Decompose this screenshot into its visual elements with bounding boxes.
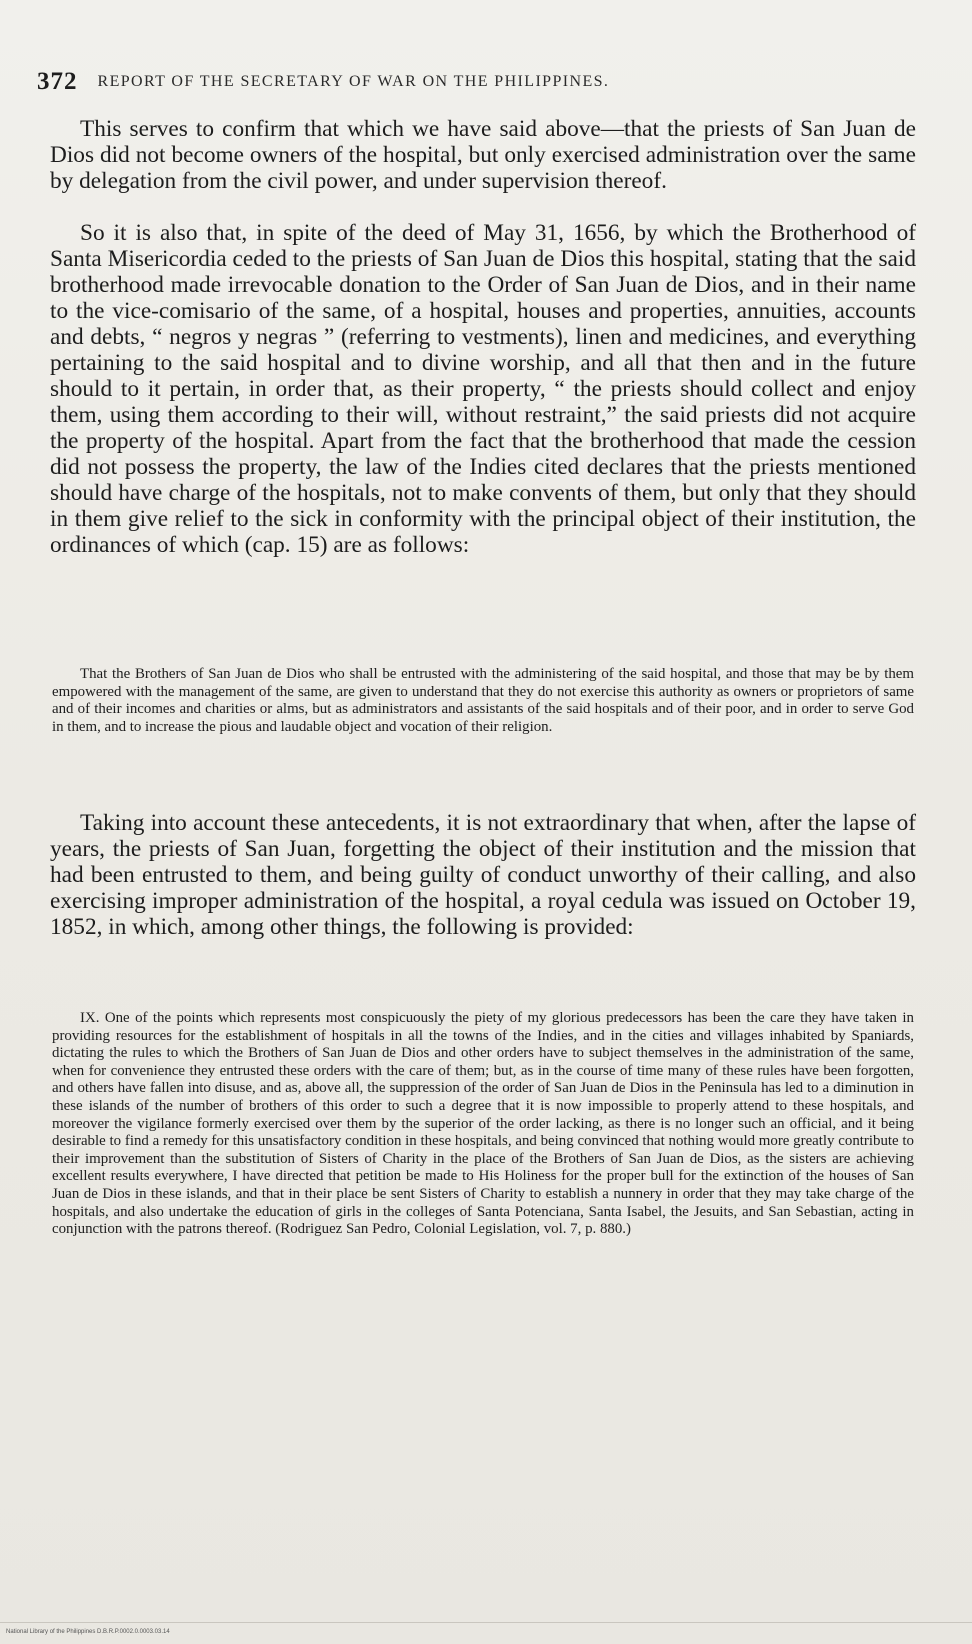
paragraph-3-block xyxy=(50,810,916,940)
paragraph-3: Taking into account these antecedents, it is not extraordinary that when, after the lapse of years, the priests of San Juan, forgetting the object of their institution and the mission that had been entrusted to them, and being guilty of conduct unworthy of their calling, and also exercising improper administration of the hospital, a royal cedula was issued on October 19, 1852, in which, among other things, the following is provided: xyxy=(50,810,916,940)
paragraph-1-block xyxy=(50,116,916,194)
block-quote-1-text: That the Brothers of San Juan de Dios who shall be entrusted with the administering of the said hospital, and those that may be by them empowered with the management of the same, are given to understand that they do not exercise this authority as owners or proprietors of same and of their incomes and charities or alms, but as administrators and assistants of the said hospitals and of their poor, and in order to serve God in them, and to increase the pious and laudable object and vocation of their religion. xyxy=(52,666,914,735)
running-head: REPORT OF THE SECRETARY OF WAR ON THE PHILIPPINES. xyxy=(97,73,610,90)
page-number: 372 xyxy=(37,68,78,95)
paragraph-1: This serves to confirm that which we have said above—that the priests of San Juan de Dios did not become owners of the hospital, but only exercised administration over the same by delegation from the civil power, and under supervision thereof. xyxy=(50,116,916,194)
footer-divider xyxy=(0,1622,972,1623)
footer-stamp: National Library of the Philippines D.B.R.P.0002.0.0003.03.14 xyxy=(6,1629,170,1635)
paragraph-2-block xyxy=(50,220,916,558)
block-quote-2-text: IX. One of the points which represents most conspicuously the piety of my glorious predecessors has been the care they have taken in providing resources for the establishment of hospitals in all the towns of the Indies, and in the cities and villages inhabited by Spaniards, dictating the rules to which the Brothers of San Juan de Dios and other orders have to subject themselves in the administration of the same, when for convenience they entrusted these orders with the care of them; but, as in the course of time many of these rules have been forgotten, and others have fallen into disuse, and as, above all, the suppression of the order of San Juan de Dios in the Peninsula has led to a diminution in these islands of the number of brothers of this order to such a degree that it is now impossible to properly attend to these hospitals, and moreover the vigilance formerly exercised over them by the superior of the order lacking, as there is no longer such an official, and it being desirable to find a remedy for this unsatisfactory condition in these hospitals, and being convinced that nothing would more greatly contribute to their improvement than the substitution of Sisters of Charity in the place of the Brothers of San Juan de Dios, as the sisters are achieving excellent results everywhere, I have directed that petition be made to His Holiness for the proper bull for the extinction of the houses of San Juan de Dios in these islands, and that in their place be sent Sisters of Charity to establish a nunnery in order that they may take charge of the hospitals, and also undertake the education of girls in the colleges of Santa Potenciana, Santa Isabel, the Jesuits, and San Sebastian, acting in conjunction with the patrons thereof. (Rodriguez San Pedro, Colonial Legislation, vol. 7, p. 880.) xyxy=(52,1010,914,1238)
page-header xyxy=(37,68,937,98)
block-quote-2 xyxy=(52,1010,914,1239)
paragraph-2: So it is also that, in spite of the deed of May 31, 1656, by which the Brotherhood of Santa Misericordia ceded to the priests of San Juan de Dios this hospital, stating that the said brotherhood made irrevocable donation to the Order of San Juan de Dios, and in their name to the vice-comisario of the same, of a hospital, houses and properties, annuities, accounts and debts, “ negros y negras ” (referring to vestments), linen and medicines, and everything pertaining to the said hospital and to divine worship, and all that then and in the future should to it pertain, in order that, as their property, “ the priests should collect and enjoy them, using them according to their will, without restraint,” the said priests did not acquire the property of the hospital. Apart from the fact that the brotherhood that made the cession did not possess the property, the law of the Indies cited declares that the priests mentioned should have charge of the hospitals, not to make convents of them, but only that they should in them give relief to the sick in conformity with the principal object of their institution, the ordinances of which (cap. 15) are as follows: xyxy=(50,220,916,558)
block-quote-1 xyxy=(52,666,914,736)
